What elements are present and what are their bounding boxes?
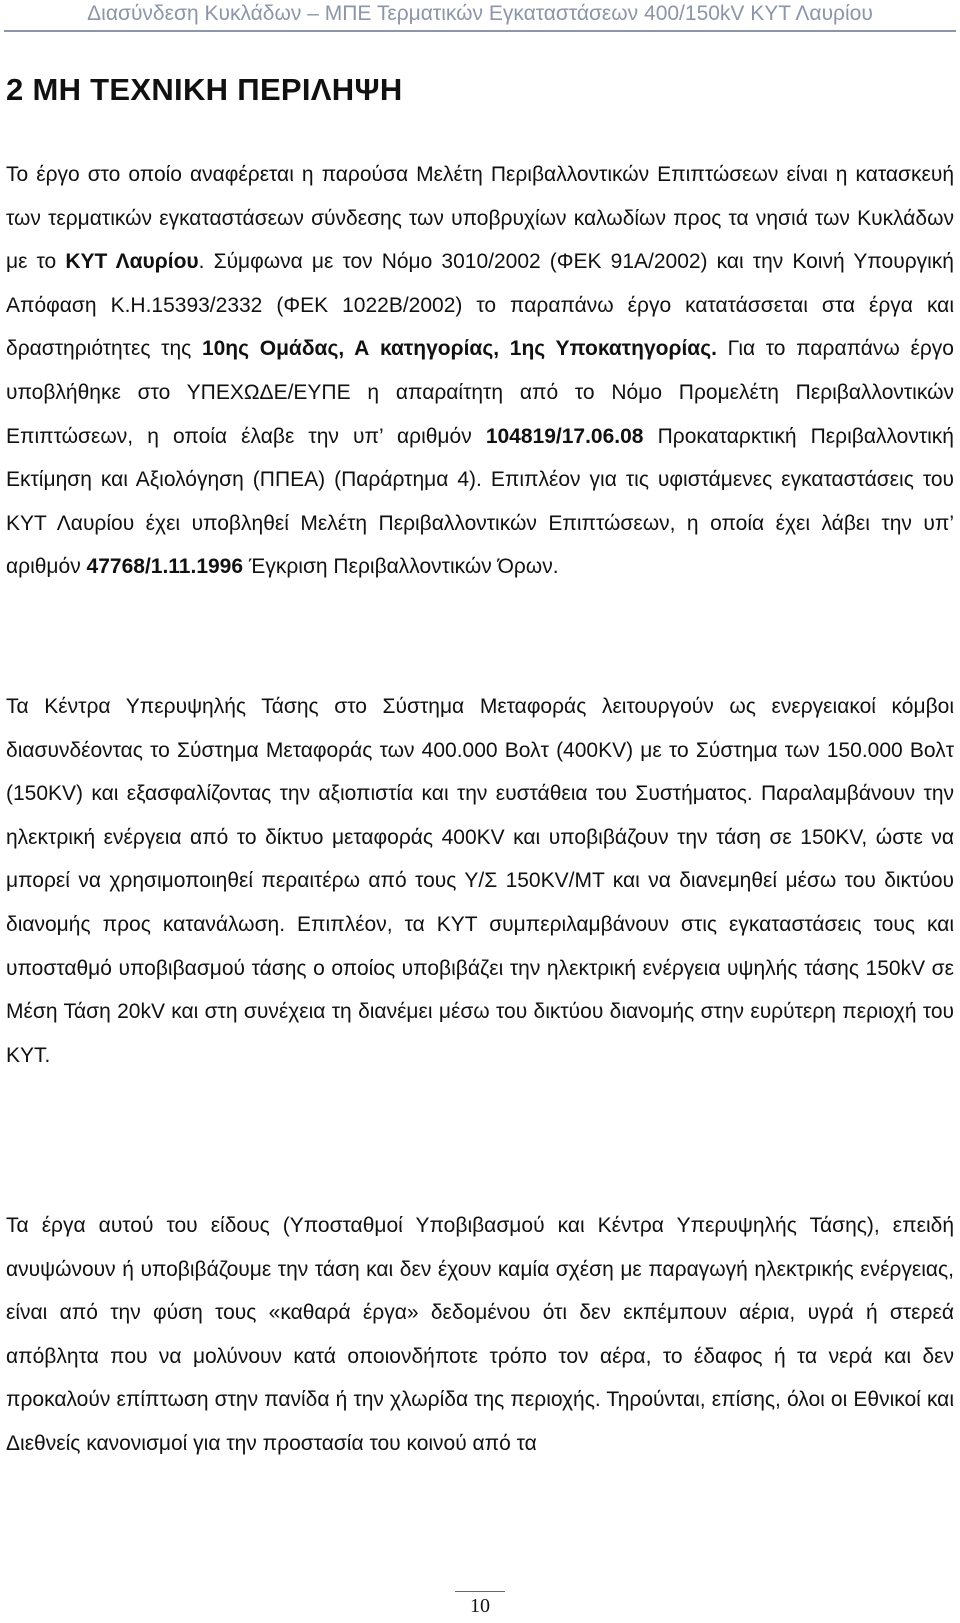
paragraph-intro: [6, 153, 954, 589]
paragraph-clean-works: Τα έργα αυτού του είδους (Υποσταθμοί Υποβιβασμού και Κέντρα Υπερυψηλής Τάσης), επειδή ανυψώνουν ή υποβιβάζουμε την τάση και δεν έχουν καμία σχέση με παραγωγή ηλεκτρικής ενέργειας, είναι από την φύση τους «καθαρά έργα» δεδομένου ότι δεν εκπέμπουν αέρια, υγρά ή στερεά απόβλητα που να μολύνουν κατά οποιονδήποτε τρόπο τον αέρα, το έδαφος ή τα νερά και δεν προκαλούν επίπτωση στην πανίδα ή την χλωρίδα της περιοχής. Τηρούνται, επίσης, όλοι οι Εθνικοί και Διεθνείς κανονισμοί για την προστασία του κοινού από τα: [6, 1214, 954, 1455]
running-header: Διασύνδεση Κυκλάδων – ΜΠΕ Τερματικών Εγκαταστάσεων 400/150kV ΚΥΤ Λαυρίου: [87, 2, 873, 25]
text-run: . Σύμφωνα με τον Νόμο 3010/2002 (ΦΕΚ 91Α/2002) και την Κοινή Υπουργική Απόφαση Κ.Η.15393/2332 (ΦΕΚ 1022Β/2002) το παραπάνω έργο κατατάσσεται στα έργα και δραστηριότητες της: [6, 250, 954, 361]
bold-run: 104819/17.06.08: [485, 424, 644, 448]
text-run: Προκαταρκτική Περιβαλλοντική Εκτίμηση και Αξιολόγηση (ΠΠΕΑ) (Παράρτημα 4). Επιπλέον για τις υφιστάμενες εγκαταστάσεις του ΚΥΤ Λαυρίου έχει υποβληθεί Μελέτη Περιβαλλοντικών Επιπτώσεων, η οποία έχει λάβει την υπ’ αριθμόν: [6, 424, 954, 579]
paragraph-substations: Τα Κέντρα Υπερυψηλής Τάσης στο Σύστημα Μεταφοράς λειτουργούν ως ενεργειακοί κόμβοι διασυνδέοντας το Σύστημα Μεταφοράς των 400.000 Βολτ (400KV) με το Σύστημα των 150.000 Βολτ (150KV) και εξασφαλίζοντας την αξιοπιστία και την ευστάθεια του Συστήματος. Παραλαμβάνουν την ηλεκτρική ενέργεια από το δίκτυο μεταφοράς 400KV και υποβιβάζουν την τάση σε 150KV, ώστε να μπορεί να χρησιμοποιηθεί περαιτέρω από τους Υ/Σ 150KV/MT και να διανεμηθεί μέσω του δικτύου διανομής προς κατανάλωση. Επιπλέον, τα ΚΥΤ συμπεριλαμβάνουν στις εγκαταστάσεις τους και υποσταθμό υποβιβασμού τάσης ο οποίος υποβιβάζει την ηλεκτρική ενέργεια υψηλής τάσης 150kV σε Μέση Τάση 20kV και στη συνέχεια τη διανέμει μέσω του δικτύου διανομής στην ευρύτερη περιοχή του ΚΥΤ.: [6, 695, 954, 1067]
bold-run: ΚΥΤ Λαυρίου: [65, 250, 199, 274]
text-run: Το έργο στο οποίο αναφέρεται η παρούσα Μελέτη Περιβαλλοντικών Επιπτώσεων είναι η κατασκευή των τερματικών εγκαταστάσεων σύνδεσης των υποβρυχίων καλωδίων προς τα νησιά των Κυκλάδων με το: [6, 163, 954, 274]
text-run: Έγκριση Περιβαλλοντικών Όρων.: [243, 555, 559, 579]
header-divider: [4, 30, 956, 32]
section-title: 2 ΜΗ ΤΕΧΝΙΚΗ ΠΕΡΙΛΗΨΗ: [6, 72, 403, 107]
bold-run: 10ης Ομάδας, Α κατηγορίας, 1ης Υποκατηγορίας.: [201, 337, 717, 361]
text-run: Για το παραπάνω έργο υποβλήθηκε στο ΥΠΕΧΩΔΕ/ΕΥΠΕ η απαραίτητη από το Νόμο Προμελέτη Περιβαλλοντικών Επιπτώσεων, η οποία έλαβε την υπ’ αριθμόν: [6, 337, 954, 448]
bold-run: 47768/1.11.1996: [86, 555, 244, 579]
page-number: 10: [470, 1595, 490, 1617]
footer-divider: [455, 1591, 505, 1592]
